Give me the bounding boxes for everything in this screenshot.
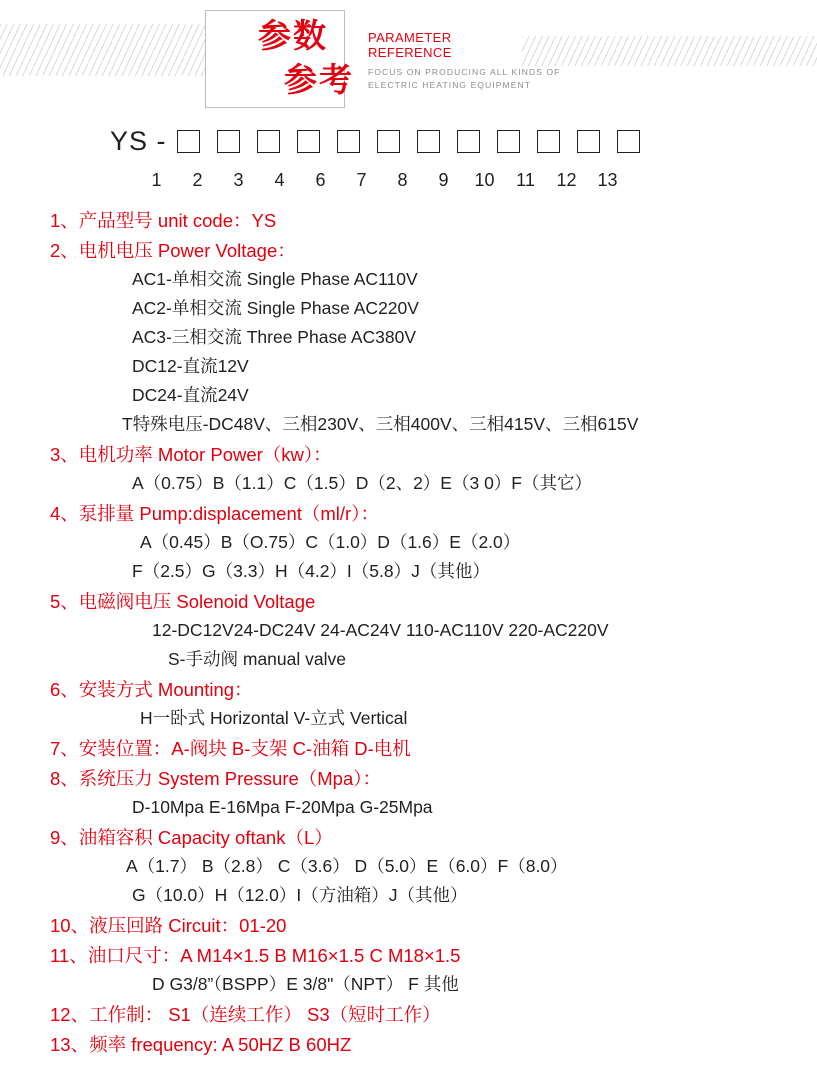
parameter-item-option: G（10.0）H（12.0）I（方油箱）J（其他） — [132, 885, 468, 905]
model-code-row — [0, 126, 817, 170]
parameter-item-title: 7、安装位置：A-阀块 B-支架 C-油箱 D-电机 — [50, 738, 411, 759]
parameter-item-option: DC24-直流24V — [132, 385, 249, 405]
model-code-index: 12 — [556, 170, 577, 190]
parameter-item — [0, 823, 817, 910]
model-code-cell[interactable] — [177, 130, 200, 153]
parameter-item-title: 10、液压回路 Circuit：01-20 — [50, 915, 287, 936]
parameter-item — [0, 440, 817, 498]
parameter-item-title: 3、电机功率 Motor Power（kw）： — [50, 444, 332, 465]
page-header — [0, 0, 817, 118]
parameter-list — [0, 198, 817, 1059]
model-code-cell[interactable] — [537, 130, 560, 153]
parameter-item-option: T特殊电压-DC48V、三相230V、三相400V、三相415V、三相615V — [122, 414, 639, 434]
model-code-index: 3 — [233, 170, 244, 190]
parameter-item — [0, 236, 817, 439]
parameter-item — [0, 941, 817, 999]
model-code-index: 7 — [356, 170, 367, 190]
parameter-item-option: D-10Mpa E-16Mpa F-20Mpa G-25Mpa — [132, 797, 433, 817]
hatch-pattern-left — [0, 24, 205, 76]
parameter-item-title: 4、泵排量 Pump:displacement（ml/r）： — [50, 503, 379, 524]
parameter-item-option: D G3/8”（BSPP）E 3/8"（NPT） F 其他 — [152, 974, 459, 994]
model-code-cells — [177, 130, 657, 153]
logo-en-sub-line1: FOCUS ON PRODUCING ALL KINDS OF — [368, 67, 561, 77]
parameter-item-title: 9、油箱容积 Capacity oftank（L） — [50, 827, 333, 848]
parameter-item-option: DC12-直流12V — [132, 356, 249, 376]
model-code-prefix: YS - — [110, 126, 167, 156]
model-code-cell[interactable] — [617, 130, 640, 153]
parameter-item-option: AC1-单相交流 Single Phase AC110V — [132, 269, 418, 289]
model-code-cell[interactable] — [457, 130, 480, 153]
model-code-index: 9 — [438, 170, 449, 190]
parameter-item-title: 6、安装方式 Mounting： — [50, 679, 253, 700]
model-code-cell[interactable] — [337, 130, 360, 153]
logo-en-title-line1: PARAMETER — [368, 30, 452, 45]
parameter-item-title: 8、系统压力 System Pressure（Mpa）： — [50, 768, 382, 789]
model-code-cell[interactable] — [417, 130, 440, 153]
parameter-item-title: 11、油口尺寸：A M14×1.5 B M16×1.5 C M18×1.5 — [50, 945, 461, 966]
parameter-item-option: F（2.5）G（3.3）H（4.2）I（5.8）J（其他） — [132, 561, 490, 581]
parameter-item — [0, 675, 817, 733]
parameter-item-option: A（0.75）B（1.1）C（1.5）D（2、2）E（3 0）F（其它） — [132, 473, 592, 493]
model-code-cell[interactable] — [297, 130, 320, 153]
parameter-item-title: 13、频率 frequency: A 50HZ B 60HZ — [50, 1034, 352, 1055]
logo-en-title-line2: REFERENCE — [368, 45, 452, 60]
parameter-item — [0, 734, 817, 763]
parameter-item-option: A（1.7） B（2.8） C（3.6） D（5.0）E（6.0）F（8.0） — [126, 856, 568, 876]
parameter-item — [0, 206, 817, 235]
parameter-item — [0, 499, 817, 586]
parameter-item-option: S-手动阀 manual valve — [168, 649, 346, 669]
model-code-index: 6 — [315, 170, 326, 190]
logo-title-cn-line2: 参考 — [284, 60, 354, 99]
model-code-index: 1 — [151, 170, 162, 190]
logo-title-en — [368, 30, 568, 92]
model-code-index: 13 — [597, 170, 618, 190]
parameter-item — [0, 587, 817, 674]
parameter-item-title: 2、电机电压 Power Voltage： — [50, 240, 296, 261]
model-code-cell[interactable] — [497, 130, 520, 153]
model-code-cell[interactable] — [257, 130, 280, 153]
model-code-index: 4 — [274, 170, 285, 190]
parameter-item — [0, 1000, 817, 1029]
model-code-index: 8 — [397, 170, 408, 190]
parameter-item — [0, 911, 817, 940]
model-code-index-row — [0, 170, 817, 198]
parameter-item-title: 12、工作制： S1（连续工作） S3（短时工作） — [50, 1004, 441, 1025]
logo-title-cn-line1: 参数 — [258, 16, 328, 55]
parameter-item — [0, 1030, 817, 1059]
parameter-item — [0, 764, 817, 822]
logo-en-sub-line2: ELECTRIC HEATING EQUIPMENT — [368, 80, 532, 90]
parameter-item-option: A（0.45）B（O.75）C（1.0）D（1.6）E（2.0） — [140, 532, 521, 552]
model-code-index: 2 — [192, 170, 203, 190]
parameter-item-title: 5、电磁阀电压 Solenoid Voltage — [50, 591, 316, 612]
model-code-index: 10 — [474, 170, 495, 190]
model-code-cell[interactable] — [577, 130, 600, 153]
parameter-item-option: 12-DC12V24-DC24V 24-AC24V 110-AC110V 220-AC220V — [152, 620, 609, 640]
parameter-item-option: AC2-单相交流 Single Phase AC220V — [132, 298, 419, 318]
parameter-item-title: 1、产品型号 unit code：YS — [50, 210, 277, 231]
model-code-cell[interactable] — [217, 130, 240, 153]
model-code-index: 11 — [516, 170, 535, 190]
parameter-item-option: AC3-三相交流 Three Phase AC380V — [132, 327, 417, 347]
model-code-cell[interactable] — [377, 130, 400, 153]
parameter-item-option: H一卧式 Horizontal V-立式 Vertical — [140, 708, 408, 728]
